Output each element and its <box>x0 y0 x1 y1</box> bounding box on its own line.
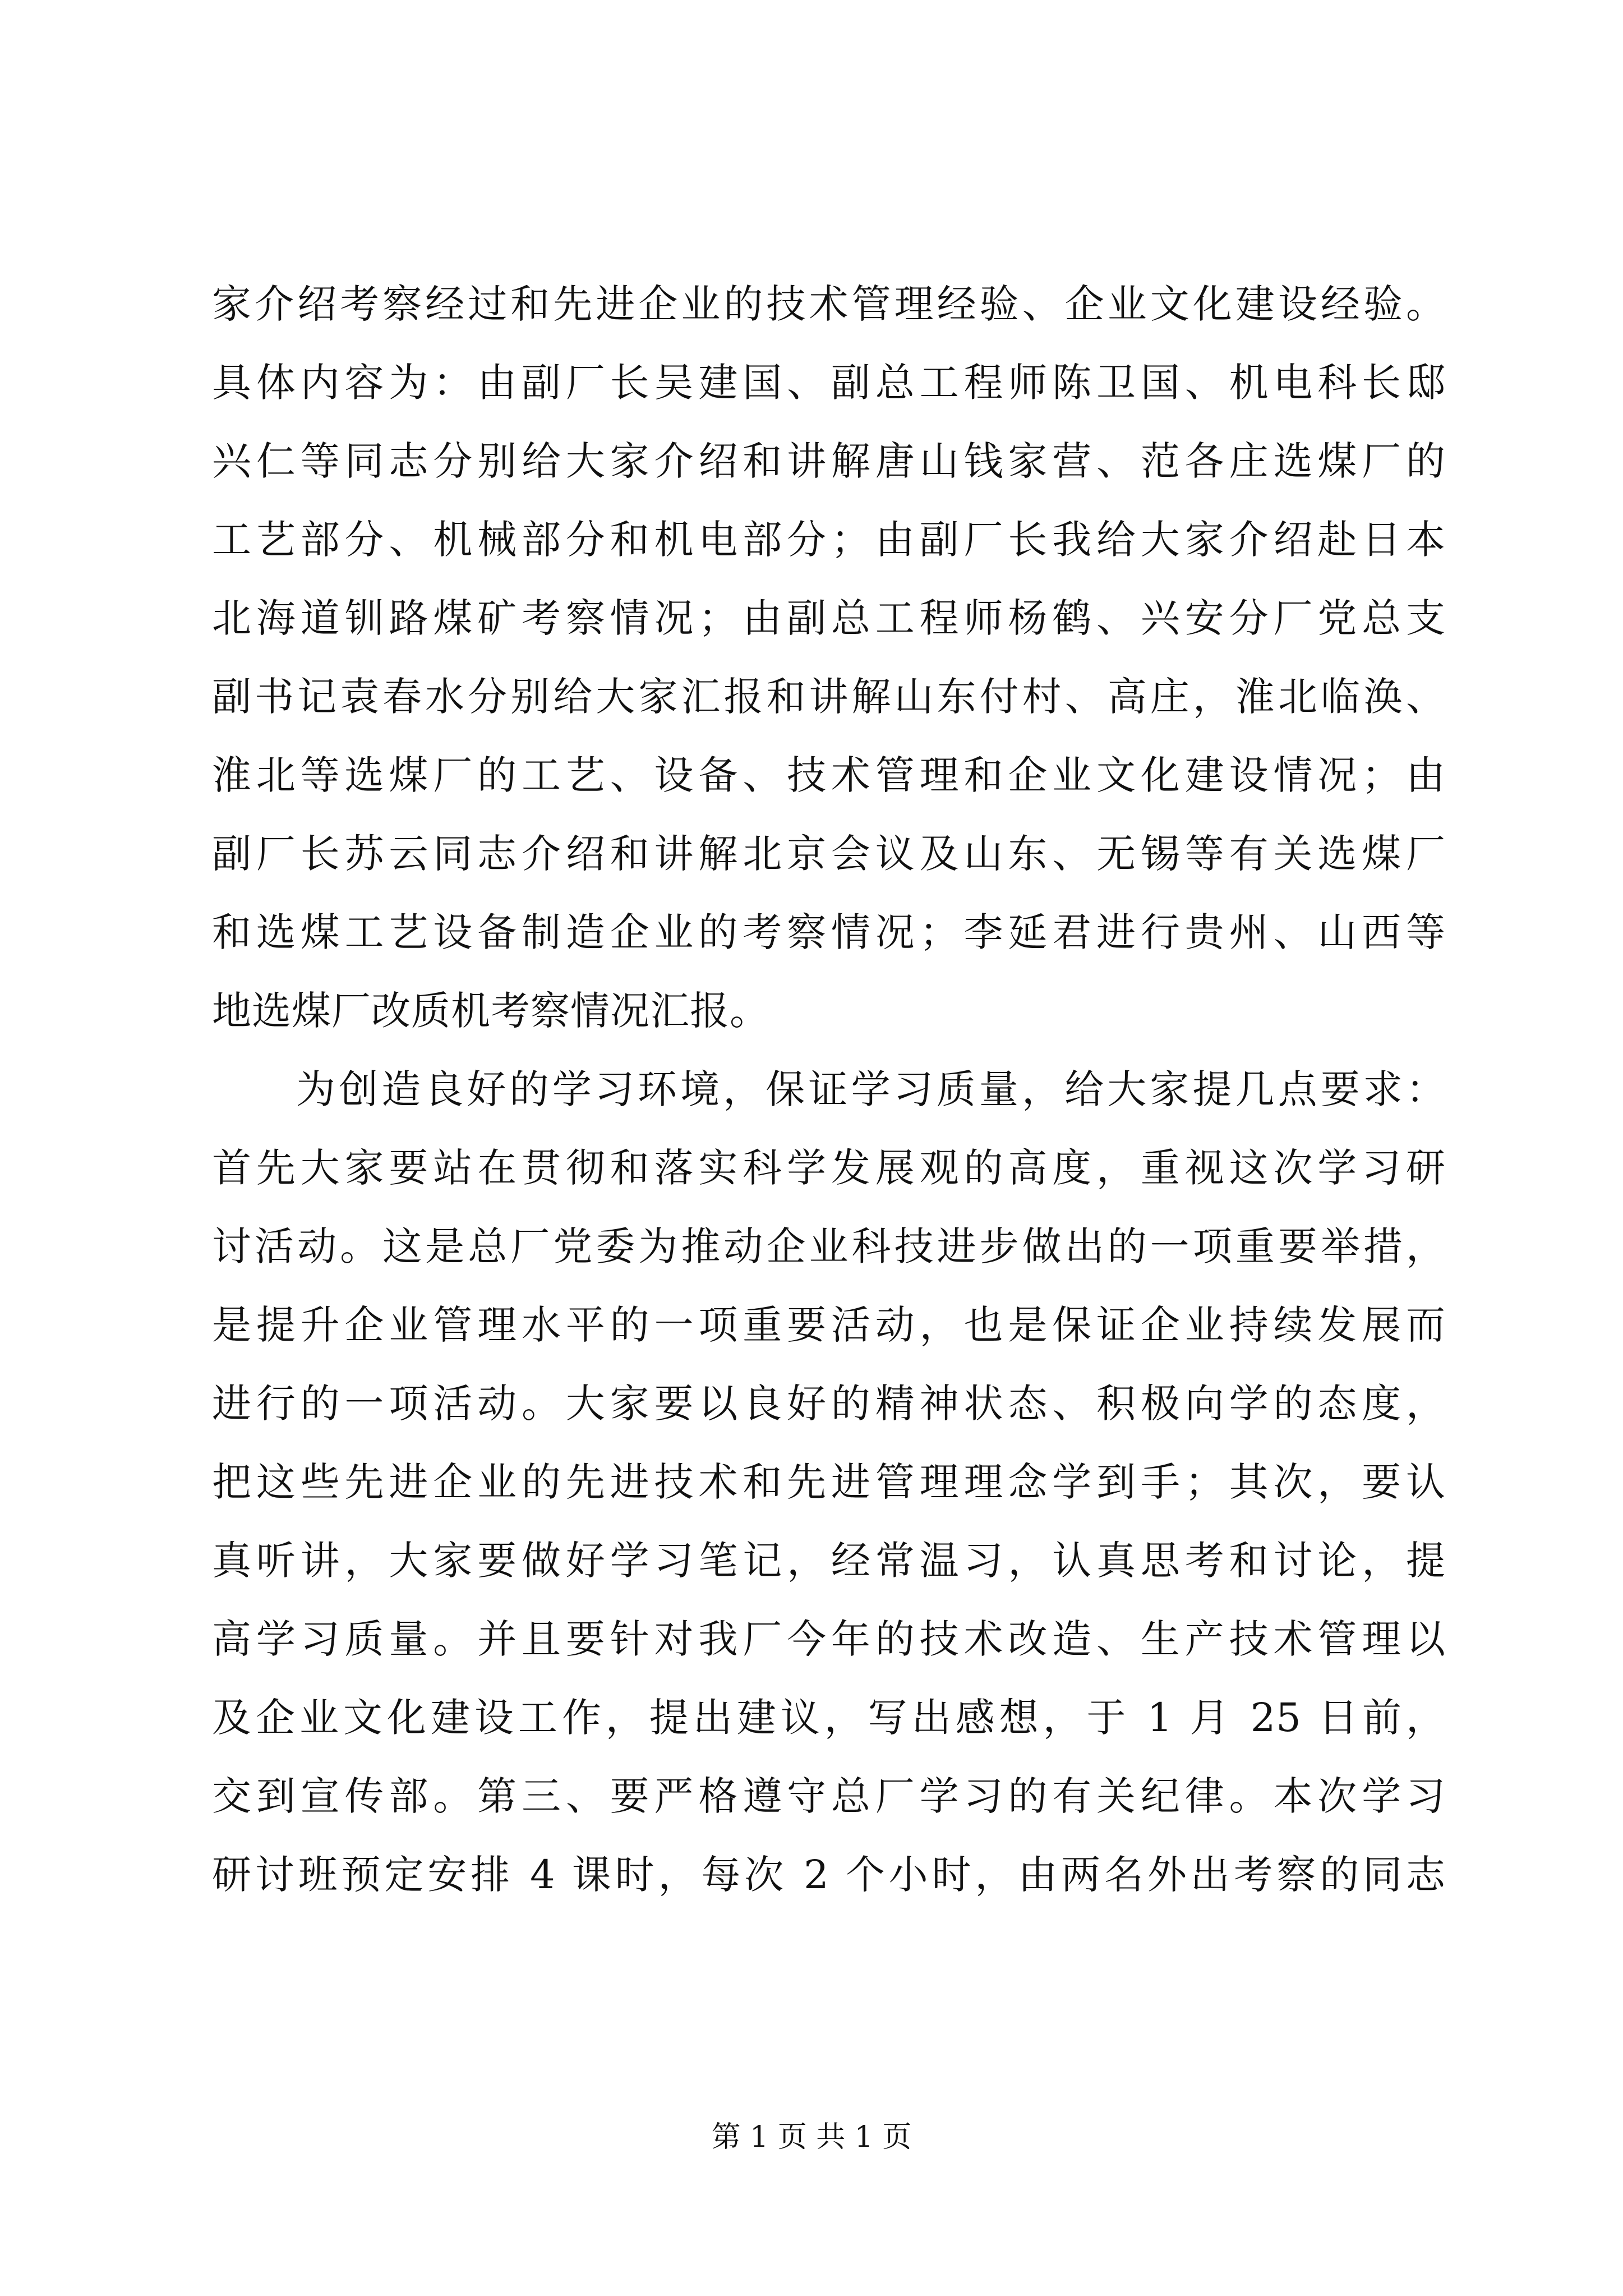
document-body <box>212 265 1446 1914</box>
text-line: 真听讲，大家要做好学习笔记，经常温习，认真思考和讨论，提 <box>212 1538 1446 1584</box>
text-line: 家介绍考察经过和先进企业的技术管理经验、企业文化建设经验。 <box>212 281 1446 327</box>
text-line: 工艺部分、机械部分和机电部分；由副厂长我给大家介绍赴日本 <box>212 517 1446 563</box>
text-line: 淮北等选煤厂的工艺、设备、技术管理和企业文化建设情况；由 <box>212 752 1446 798</box>
text-line: 是提升企业管理水平的一项重要活动，也是保证企业持续发展而 <box>212 1302 1446 1348</box>
text-line: 具体内容为：由副厂长吴建国、副总工程师陈卫国、机电科长邸 <box>212 360 1446 406</box>
text-line: 地选煤厂改质机考察情况汇报。 <box>212 988 769 1034</box>
text-line: 北海道钏路煤矿考察情况；由副总工程师杨鹤、兴安分厂党总支 <box>212 595 1446 641</box>
text-line: 副厂长苏云同志介绍和讲解北京会议及山东、无锡等有关选煤厂 <box>212 831 1446 877</box>
text-line: 副书记袁春水分别给大家汇报和讲解山东付村、高庄，淮北临涣、 <box>212 674 1446 720</box>
paragraph-first-line: 为创造良好的学习环境，保证学习质量，给大家提几点要求： <box>296 1066 1446 1112</box>
text-line: 交到宣传部。第三、要严格遵守总厂学习的有关纪律。本次学习 <box>212 1773 1446 1819</box>
text-line: 把这些先进企业的先进技术和先进管理理念学到手；其次，要认 <box>212 1459 1446 1505</box>
text-line: 讨活动。这是总厂党委为推动企业科技进步做出的一项重要举措， <box>212 1223 1446 1269</box>
text-line: 兴仁等同志分别给大家介绍和讲解唐山钱家营、范各庄选煤厂的 <box>212 438 1446 484</box>
text-line: 研讨班预定安排 4 课时，每次 2 个小时，由两名外出考察的同志 <box>212 1852 1446 1898</box>
text-line: 高学习质量。并且要针对我厂今年的技术改造、生产技术管理以 <box>212 1616 1446 1662</box>
text-line: 首先大家要站在贯彻和落实科学发展观的高度，重视这次学习研 <box>212 1145 1446 1191</box>
text-line: 进行的一项活动。大家要以良好的精神状态、积极向学的态度， <box>212 1381 1446 1427</box>
text-line: 及企业文化建设工作，提出建议，写出感想，于 1 月 25 日前， <box>212 1695 1446 1741</box>
page-number-footer: 第 1 页 共 1 页 <box>711 2120 912 2154</box>
text-line: 和选煤工艺设备制造企业的考察情况；李延君进行贵州、山西等 <box>212 909 1446 955</box>
